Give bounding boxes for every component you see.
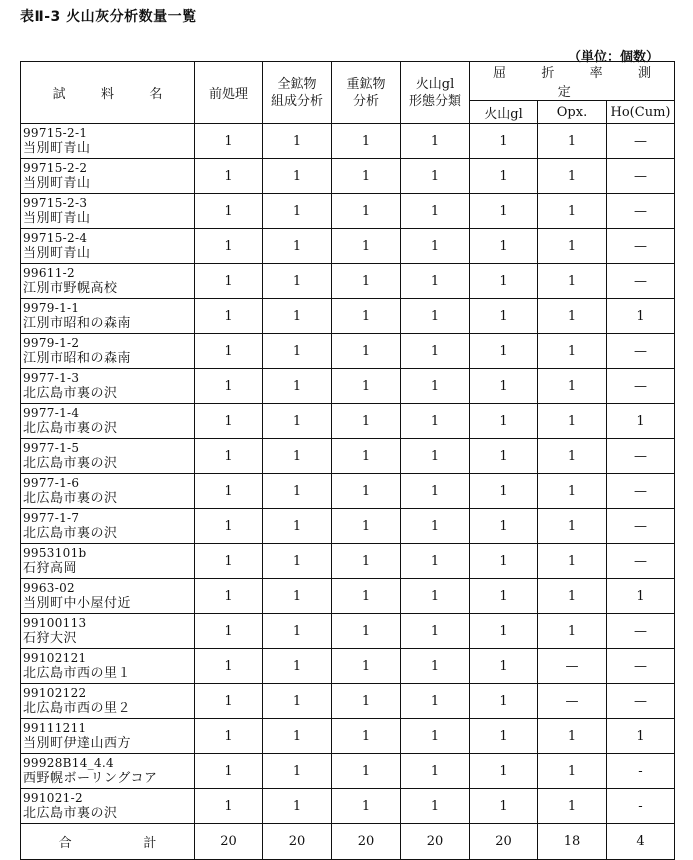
table-row [21, 334, 675, 369]
count-cell: - [607, 789, 675, 824]
count-cell: 1 [538, 124, 607, 159]
table-row [21, 404, 675, 439]
count-cell: 1 [470, 684, 538, 719]
count-cell: 1 [470, 719, 538, 754]
count-cell: 1 [263, 614, 332, 649]
count-cell: 1 [538, 719, 607, 754]
count-cell: 1 [470, 404, 538, 439]
sample-code: 99611-2 [23, 266, 75, 280]
sample-code: 99715-2-3 [23, 196, 88, 210]
count-cell: 1 [263, 754, 332, 789]
count-cell: 1 [470, 194, 538, 229]
total-cell: 20 [332, 824, 401, 860]
count-cell: 1 [401, 299, 470, 334]
count-cell: 1 [263, 299, 332, 334]
count-cell: 1 [332, 789, 401, 824]
count-cell: 1 [332, 614, 401, 649]
count-cell: 1 [332, 754, 401, 789]
count-cell: 1 [332, 509, 401, 544]
count-cell: 1 [401, 404, 470, 439]
table-body [21, 124, 675, 824]
count-cell: 1 [332, 194, 401, 229]
count-cell: 1 [332, 264, 401, 299]
count-cell: 1 [263, 334, 332, 369]
header-refraction-ho: Ho(Cum) [607, 101, 675, 124]
count-cell: 1 [401, 474, 470, 509]
count-cell: 1 [195, 229, 263, 264]
sample-location: 当別町伊達山西方 [23, 736, 132, 751]
count-cell: 1 [195, 369, 263, 404]
sample-code: 9979-1-2 [23, 336, 80, 350]
sample-name-cell [21, 264, 195, 299]
count-cell: 1 [470, 544, 538, 579]
count-cell: 1 [470, 229, 538, 264]
count-cell: 1 [195, 754, 263, 789]
count-cell: 1 [263, 544, 332, 579]
count-cell: 1 [401, 719, 470, 754]
count-cell: 1 [263, 509, 332, 544]
count-cell: 1 [401, 334, 470, 369]
count-cell: 1 [263, 404, 332, 439]
count-cell: 1 [332, 474, 401, 509]
count-cell: 1 [538, 579, 607, 614]
count-cell: 1 [538, 264, 607, 299]
sample-name-cell [21, 509, 195, 544]
sample-location: 江別市野幌高校 [23, 281, 118, 296]
count-cell: 1 [195, 439, 263, 474]
sample-name-cell [21, 719, 195, 754]
header-refraction-glass: 火山gl [470, 101, 538, 124]
count-cell: 1 [538, 754, 607, 789]
total-cell: 20 [401, 824, 470, 860]
count-cell: 1 [538, 544, 607, 579]
count-cell: 1 [195, 264, 263, 299]
count-cell: — [607, 544, 675, 579]
count-cell: — [607, 194, 675, 229]
sample-name-cell [21, 194, 195, 229]
table-row [21, 124, 675, 159]
count-cell: 1 [195, 649, 263, 684]
sample-name-cell [21, 159, 195, 194]
sample-location: 石狩大沢 [23, 631, 78, 646]
header-refractive-index: 屈 折 率 測 定 [470, 62, 675, 101]
count-cell: 1 [401, 124, 470, 159]
sample-name-cell [21, 229, 195, 264]
count-cell: 1 [401, 159, 470, 194]
table-row [21, 754, 675, 789]
count-cell: 1 [538, 229, 607, 264]
sample-name-cell [21, 684, 195, 719]
count-cell: 1 [401, 509, 470, 544]
count-cell: 1 [263, 194, 332, 229]
count-cell: 1 [470, 369, 538, 404]
sample-location: 北広島市裏の沢 [23, 526, 118, 541]
count-cell: 1 [538, 404, 607, 439]
count-cell: 1 [401, 369, 470, 404]
count-cell: 1 [263, 439, 332, 474]
count-cell: 1 [195, 614, 263, 649]
count-cell: 1 [538, 789, 607, 824]
count-cell: 1 [263, 474, 332, 509]
count-cell: 1 [195, 299, 263, 334]
count-cell: 1 [195, 719, 263, 754]
count-cell: 1 [195, 334, 263, 369]
count-cell: 1 [263, 264, 332, 299]
count-cell: 1 [263, 124, 332, 159]
count-cell: 1 [607, 299, 675, 334]
sample-code: 9953101b [23, 546, 87, 560]
count-cell: 1 [332, 439, 401, 474]
count-cell: 1 [401, 439, 470, 474]
count-cell: 1 [332, 404, 401, 439]
sample-location: 当別町青山 [23, 141, 91, 156]
sample-name-cell [21, 579, 195, 614]
sample-code: 9977-1-4 [23, 406, 80, 420]
count-cell: 1 [470, 474, 538, 509]
table-row [21, 194, 675, 229]
sample-location: 当別町青山 [23, 211, 91, 226]
table-row [21, 649, 675, 684]
count-cell: 1 [470, 579, 538, 614]
count-cell: — [607, 684, 675, 719]
count-cell: 1 [332, 299, 401, 334]
count-cell: 1 [195, 194, 263, 229]
sample-code: 99100113 [23, 616, 87, 630]
sample-name-cell [21, 649, 195, 684]
sample-code: 9977-1-3 [23, 371, 80, 385]
count-cell: 1 [401, 614, 470, 649]
table-row [21, 684, 675, 719]
sample-code: 9977-1-5 [23, 441, 80, 455]
count-cell: 1 [470, 614, 538, 649]
table-row [21, 719, 675, 754]
table-row [21, 229, 675, 264]
table-row [21, 439, 675, 474]
header-whole-mineral: 全鉱物 組成分析 [263, 62, 332, 124]
count-cell: 1 [195, 579, 263, 614]
count-cell: — [607, 124, 675, 159]
total-cell: 4 [607, 824, 675, 860]
sample-code: 99111211 [23, 721, 87, 735]
count-cell: 1 [332, 649, 401, 684]
count-cell: 1 [332, 124, 401, 159]
table-row [21, 579, 675, 614]
count-cell: 1 [470, 509, 538, 544]
count-cell: — [607, 159, 675, 194]
table-row [21, 789, 675, 824]
sample-name-cell [21, 439, 195, 474]
sample-code: 99928B14_4.4 [23, 756, 114, 770]
count-cell: 1 [195, 684, 263, 719]
header-heavy-mineral: 重鉱物 分析 [332, 62, 401, 124]
count-cell: — [607, 649, 675, 684]
sample-location: 当別町中小屋付近 [23, 596, 132, 611]
count-cell: 1 [538, 299, 607, 334]
count-cell: 1 [401, 789, 470, 824]
sample-name-cell [21, 334, 195, 369]
count-cell: — [607, 439, 675, 474]
count-cell: 1 [332, 159, 401, 194]
count-cell: — [607, 334, 675, 369]
count-cell: 1 [470, 264, 538, 299]
sample-code: 9979-1-1 [23, 301, 80, 315]
count-cell: 1 [401, 544, 470, 579]
count-cell: 1 [470, 754, 538, 789]
count-cell: 1 [263, 719, 332, 754]
count-cell: 1 [263, 229, 332, 264]
total-cell: 20 [470, 824, 538, 860]
sample-name-cell [21, 789, 195, 824]
table-caption: 表Ⅱ-3 火山灰分析数量一覧 [20, 9, 197, 25]
sample-name-cell [21, 474, 195, 509]
count-cell: 1 [401, 264, 470, 299]
table-row [21, 544, 675, 579]
count-cell: 1 [401, 684, 470, 719]
count-cell: — [607, 614, 675, 649]
count-cell: 1 [401, 649, 470, 684]
sample-location: 北広島市裏の沢 [23, 456, 118, 471]
count-cell: 1 [263, 684, 332, 719]
count-cell: 1 [263, 789, 332, 824]
count-cell: 1 [538, 334, 607, 369]
count-cell: 1 [607, 404, 675, 439]
count-cell: 1 [332, 684, 401, 719]
count-cell: 1 [538, 474, 607, 509]
analysis-count-table [20, 61, 675, 860]
sample-name-cell [21, 754, 195, 789]
count-cell: 1 [607, 579, 675, 614]
count-cell: 1 [195, 544, 263, 579]
count-cell: — [607, 474, 675, 509]
sample-code: 991021-2 [23, 791, 83, 805]
count-cell: 1 [538, 159, 607, 194]
sample-name-cell [21, 544, 195, 579]
header-refraction-opx: Opx. [538, 101, 607, 124]
sample-code: 99715-2-2 [23, 161, 88, 175]
sample-code: 99102122 [23, 686, 87, 700]
count-cell: — [538, 684, 607, 719]
count-cell: 1 [470, 159, 538, 194]
sample-code: 9977-1-7 [23, 511, 80, 525]
sample-location: 北広島市裏の沢 [23, 421, 118, 436]
count-cell: 1 [538, 194, 607, 229]
count-cell: 1 [470, 299, 538, 334]
sample-code: 99102121 [23, 651, 87, 665]
count-cell: 1 [607, 719, 675, 754]
table-row [21, 159, 675, 194]
header-sample-name: 試 料 名 [21, 62, 195, 124]
sample-location: 北広島市裏の沢 [23, 491, 118, 506]
sample-location: 石狩高岡 [23, 561, 78, 576]
table-row [21, 509, 675, 544]
count-cell: 1 [332, 334, 401, 369]
sample-location: 江別市昭和の森南 [23, 316, 132, 331]
count-cell: 1 [332, 719, 401, 754]
count-cell: 1 [263, 649, 332, 684]
count-cell: 1 [195, 124, 263, 159]
total-label: 合 計 [21, 824, 195, 860]
sample-name-cell [21, 614, 195, 649]
total-row [21, 824, 675, 860]
count-cell: 1 [401, 579, 470, 614]
count-cell: - [607, 754, 675, 789]
sample-location: 北広島市裏の沢 [23, 806, 118, 821]
header-volcanic-glass-morphology: 火山gl 形態分類 [401, 62, 470, 124]
count-cell: 1 [470, 649, 538, 684]
count-cell: 1 [263, 369, 332, 404]
count-cell: 1 [332, 579, 401, 614]
count-cell: — [607, 509, 675, 544]
count-cell: 1 [538, 369, 607, 404]
sample-location: 北広島市西の里２ [23, 701, 132, 716]
table-row [21, 299, 675, 334]
count-cell: 1 [263, 159, 332, 194]
total-cell: 18 [538, 824, 607, 860]
count-cell: 1 [470, 789, 538, 824]
table-row [21, 474, 675, 509]
count-cell: — [607, 369, 675, 404]
count-cell: 1 [470, 334, 538, 369]
count-cell: 1 [332, 544, 401, 579]
count-cell: 1 [538, 439, 607, 474]
count-cell: 1 [263, 579, 332, 614]
sample-code: 99715-2-4 [23, 231, 88, 245]
table-row [21, 614, 675, 649]
sample-name-cell [21, 299, 195, 334]
header-pretreatment: 前処理 [195, 62, 263, 124]
sample-location: 北広島市裏の沢 [23, 386, 118, 401]
count-cell: 1 [195, 789, 263, 824]
count-cell: 1 [195, 474, 263, 509]
count-cell: 1 [195, 404, 263, 439]
sample-code: 9977-1-6 [23, 476, 80, 490]
table-row [21, 369, 675, 404]
count-cell: 1 [470, 439, 538, 474]
sample-location: 当別町青山 [23, 246, 91, 261]
count-cell: 1 [401, 229, 470, 264]
table-row [21, 264, 675, 299]
count-cell: — [607, 229, 675, 264]
count-cell: 1 [195, 509, 263, 544]
sample-code: 9963-02 [23, 581, 75, 595]
total-cell: 20 [195, 824, 263, 860]
sample-name-cell [21, 369, 195, 404]
sample-location: 江別市昭和の森南 [23, 351, 132, 366]
count-cell: 1 [538, 509, 607, 544]
sample-name-cell [21, 404, 195, 439]
count-cell: 1 [195, 159, 263, 194]
sample-location: 当別町青山 [23, 176, 91, 191]
count-cell: 1 [470, 124, 538, 159]
sample-location: 西野幌ボーリングコア [23, 771, 158, 786]
count-cell: — [607, 264, 675, 299]
sample-name-cell [21, 124, 195, 159]
unit-note: （単位：個数） [568, 50, 660, 65]
count-cell: 1 [332, 369, 401, 404]
total-cell: 20 [263, 824, 332, 860]
count-cell: 1 [332, 229, 401, 264]
sample-location: 北広島市西の里１ [23, 666, 132, 681]
count-cell: 1 [401, 194, 470, 229]
count-cell: 1 [538, 614, 607, 649]
count-cell: 1 [401, 754, 470, 789]
count-cell: — [538, 649, 607, 684]
sample-code: 99715-2-1 [23, 126, 88, 140]
